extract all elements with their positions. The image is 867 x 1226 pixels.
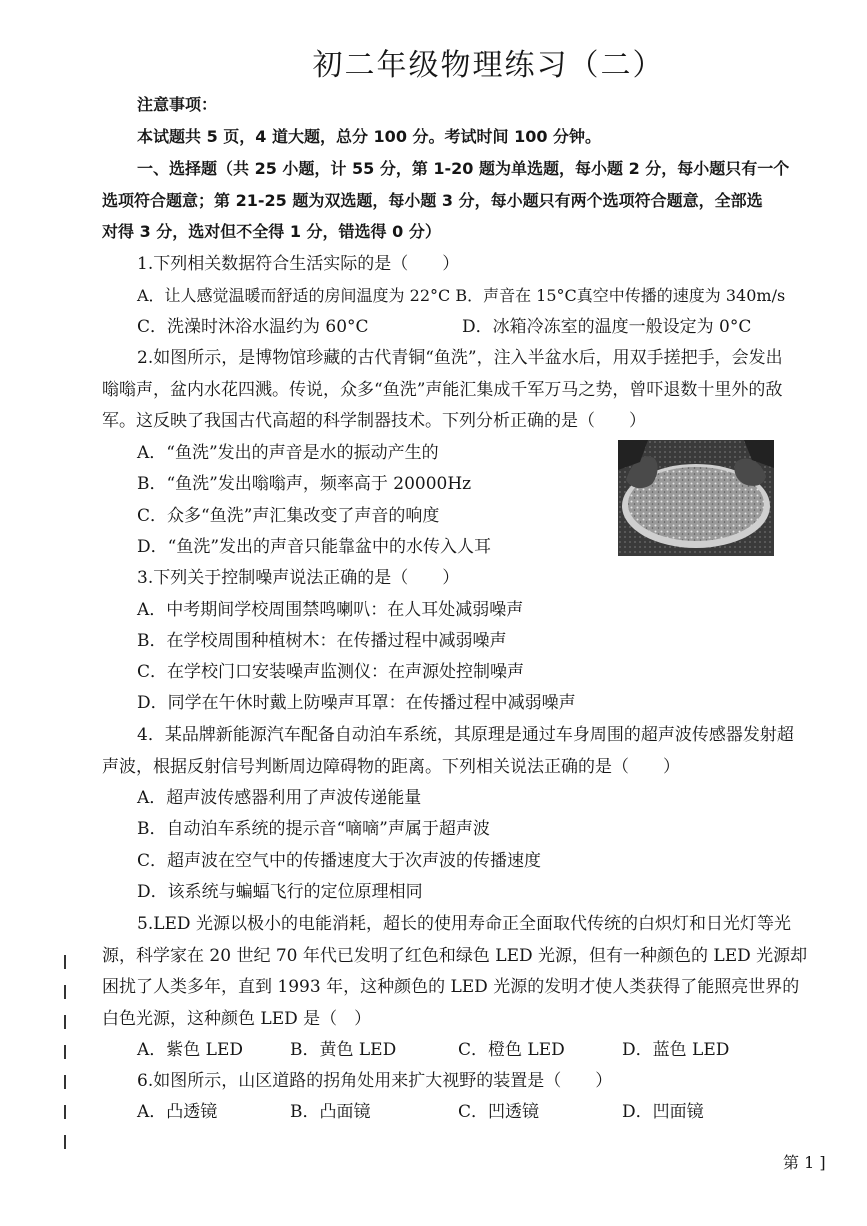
q4-option-b: B．自动泊车系统的提示音“嘀嘀”声属于超声波	[137, 819, 490, 839]
q2-option-b: B．“鱼洗”发出嗡嗡声，频率高于 20000Hz	[137, 474, 472, 494]
q1-option-c: C．洗澡时沐浴水温约为 60°C	[137, 317, 369, 337]
section-instructions-line-3: 对得 3 分，选对但不全得 1 分，错选得 0 分）	[102, 222, 441, 241]
q3-option-d: D．同学在午休时戴上防噪声耳罩：在传播过程中减弱噪声	[137, 693, 576, 713]
q6-stem: 6.如图所示，山区道路的拐角处用来扩大视野的装置是（ ）	[137, 1071, 613, 1091]
q3-option-c: C．在学校门口安装噪声监测仪：在声源处控制噪声	[137, 662, 525, 682]
q6-option-d: D．凹面镜	[622, 1102, 704, 1122]
q5-option-a: A．紫色 LED	[137, 1040, 244, 1060]
q2-stem-line-2: 嗡嗡声，盆内水花四溅。传说，众多“鱼洗”声能汇集成千军万马之势，曾吓退数十里外的敌	[102, 380, 783, 400]
q1-options-ab: A．让人感觉温暖而舒适的房间温度为 22°C B．声音在 15°C真空中传播的速度为 340m/s	[137, 286, 786, 305]
q5-stem-line-2: 源，科学家在 20 世纪 70 年代已发明了红色和绿色 LED 光源，但有一种颜色的 LED 光源却	[102, 946, 808, 966]
notice-heading: 注意事项：	[137, 95, 218, 114]
page-title: 初二年级物理练习（二）	[312, 48, 665, 83]
q3-option-b: B．在学校周围种植树木：在传播过程中减弱噪声	[137, 631, 507, 651]
q2-option-a: A．“鱼洗”发出的声音是水的振动产生的	[137, 443, 439, 463]
page-number: 第 1 ]	[783, 1153, 826, 1172]
section-instructions-line-1: 一、选择题（共 25 小题，计 55 分，第 1-20 题为单选题，每小题 2 分，每小题只有一个	[137, 159, 790, 178]
q5-option-b: B．黄色 LED	[290, 1040, 397, 1060]
q3-stem: 3.下列关于控制噪声说法正确的是（ ）	[137, 568, 460, 588]
q6-option-c: C．凹透镜	[458, 1102, 540, 1122]
q4-stem-line-1: 4．某品牌新能源汽车配备自动泊车系统，其原理是通过车身周围的超声波传感器发射超	[137, 725, 794, 745]
q4-option-c: C．超声波在空气中的传播速度大于次声波的传播速度	[137, 851, 542, 871]
q6-option-a: A．凸透镜	[137, 1102, 218, 1122]
q1-option-d: D．冰箱冷冻室的温度一般设定为 0°C	[462, 317, 752, 337]
q2-stem-line-3: 军。这反映了我国古代高超的科学制器技术。下列分析正确的是（ ）	[102, 411, 646, 431]
q6-option-b: B．凸面镜	[290, 1102, 371, 1122]
q2-stem-line-1: 2.如图所示，是博物馆珍藏的古代青铜“鱼洗”，注入半盆水后，用双手搓把手，会发出	[137, 348, 783, 368]
section-instructions-line-2: 选项符合题意；第 21-25 题为双选题，每小题 3 分，每小题只有两个选项符合题意，全部选	[102, 191, 763, 210]
q4-option-d: D．该系统与蝙蝠飞行的定位原理相同	[137, 882, 423, 902]
bronze-basin-photo	[618, 440, 774, 556]
q5-stem-line-1: 5.LED 光源以极小的电能消耗，超长的使用寿命正全面取代传统的白炽灯和日光灯等光	[137, 914, 791, 934]
q1-stem: 1.下列相关数据符合生活实际的是（ ）	[137, 254, 460, 274]
q5-option-d: D．蓝色 LED	[622, 1040, 730, 1060]
q5-option-c: C．橙色 LED	[458, 1040, 565, 1060]
q2-option-d: D．“鱼洗”发出的声音只能靠盆中的水传入人耳	[137, 537, 492, 557]
q5-stem-line-3: 困扰了人类多年，直到 1993 年，这种颜色的 LED 光源的发明才使人类获得了能照亮世界的	[102, 977, 800, 997]
q5-stem-line-4: 白色光源，这种颜色 LED 是（ ）	[102, 1009, 372, 1029]
q4-option-a: A．超声波传感器利用了声波传递能量	[137, 788, 422, 808]
q2-option-c: C．众多“鱼洗”声汇集改变了声音的响度	[137, 506, 440, 526]
q3-option-a: A．中考期间学校周围禁鸣喇叭：在人耳处减弱噪声	[137, 600, 524, 620]
q4-stem-line-2: 声波，根据反射信号判断周边障碍物的距离。下列相关说法正确的是（ ）	[102, 757, 680, 777]
notice-text: 本试题共 5 页，4 道大题，总分 100 分。考试时间 100 分钟。	[137, 127, 602, 146]
